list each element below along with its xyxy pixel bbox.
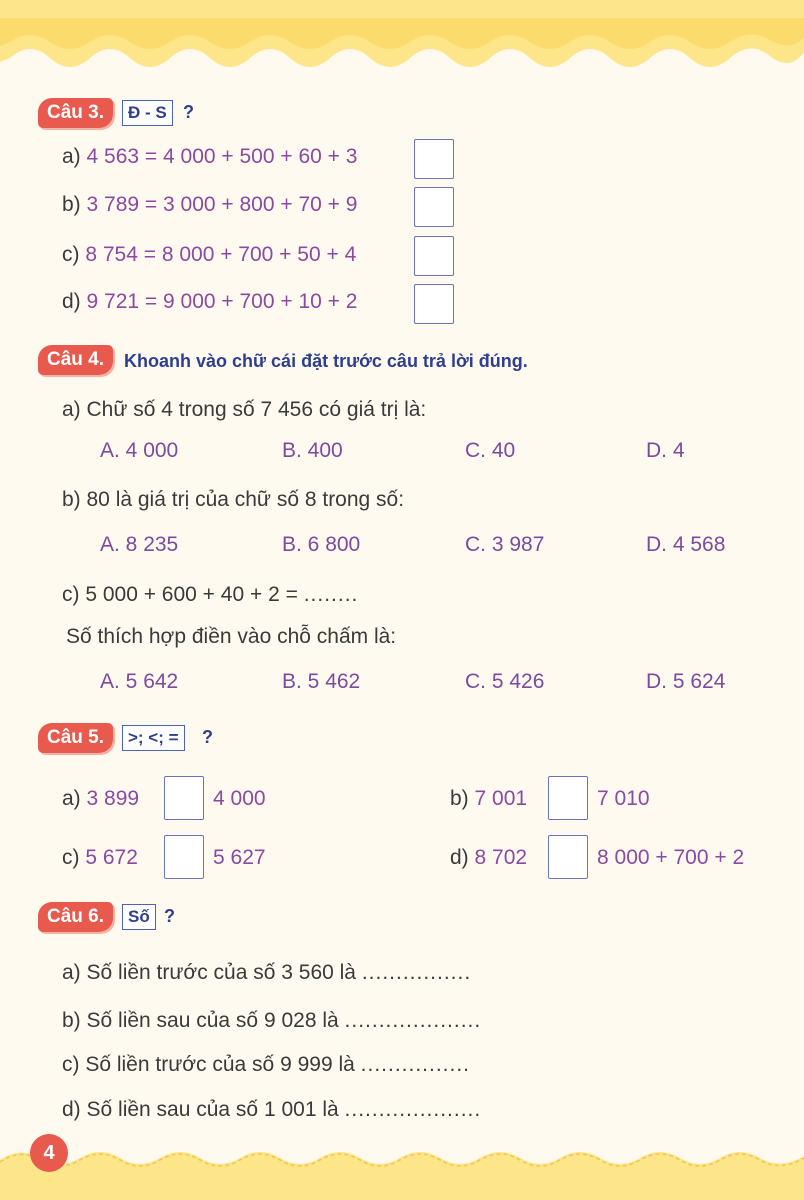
question-5-mark: ? — [202, 727, 213, 747]
q4a-option-b[interactable]: B. 400 — [282, 439, 343, 462]
q6-blank[interactable]: ................ — [361, 961, 472, 984]
q4c-expression: c) 5 000 + 600 + 40 + 2 = — [62, 583, 298, 606]
q5-item-b — [450, 787, 527, 811]
q3-item-a — [62, 145, 357, 169]
q5-left-value: 5 672 — [85, 846, 138, 869]
question-4-badge: Câu 4. — [38, 345, 113, 375]
q3-item-label: a) — [62, 145, 81, 168]
q4c-option-c[interactable]: C. 5 426 — [465, 670, 545, 693]
q3-answer-box-d[interactable] — [414, 284, 454, 324]
q6-item-text: c) Số liền trước của số 9 999 là — [62, 1053, 355, 1076]
q3-item-d — [62, 290, 357, 314]
question-6-mark: ? — [164, 906, 175, 926]
q4a-question: a) Chữ số 4 trong số 7 456 có giá trị là: — [62, 398, 427, 421]
question-3-mark: ? — [183, 102, 194, 122]
q3-item-expr: 8 754 = 8 000 + 700 + 50 + 4 — [85, 243, 357, 266]
q5-compare-box-b[interactable] — [548, 776, 588, 820]
q5-right-c — [213, 846, 266, 870]
q3-item-label: b) — [62, 193, 81, 216]
q3-item-b — [62, 193, 357, 217]
q6-item-text: b) Số liền sau của số 9 028 là — [62, 1009, 339, 1032]
q3-item-label: c) — [62, 243, 80, 266]
q6-item-text: a) Số liền trước của số 3 560 là — [62, 961, 356, 984]
q3-item-label: d) — [62, 290, 81, 313]
question-4-title: Khoanh vào chữ cái đặt trước câu trả lời đúng. — [124, 351, 528, 371]
q4b-question: b) 80 là giá trị của chữ số 8 trong số: — [62, 488, 405, 511]
question-3-badge: Câu 3. — [38, 98, 113, 128]
q6-blank[interactable]: ................ — [360, 1053, 471, 1076]
q5-item-d — [450, 846, 527, 870]
q3-item-expr: 9 721 = 9 000 + 700 + 10 + 2 — [86, 290, 358, 313]
q5-left-value: 7 001 — [474, 787, 528, 810]
q4c-blank: ........ — [303, 583, 359, 606]
q6-item-d — [62, 1098, 481, 1122]
q5-item-label: c) — [62, 846, 80, 869]
q4b-option-d[interactable]: D. 4 568 — [646, 533, 726, 556]
q3-item-expr: 3 789 = 3 000 + 800 + 70 + 9 — [86, 193, 358, 216]
q6-item-text: d) Số liền sau của số 1 001 là — [62, 1098, 339, 1121]
q5-item-label: a) — [62, 787, 81, 810]
q6-item-c — [62, 1053, 470, 1077]
q5-right-value: 5 627 — [213, 846, 266, 869]
q3-item-c — [62, 243, 356, 267]
q6-item-b — [62, 1009, 481, 1033]
q5-item-label: b) — [450, 787, 469, 810]
bottom-wavy-banner — [0, 1138, 804, 1200]
q4a-option-c[interactable]: C. 40 — [465, 439, 516, 462]
question-5-badge: Câu 5. — [38, 723, 113, 753]
q3-answer-box-b[interactable] — [414, 187, 454, 227]
q4b-option-b[interactable]: B. 6 800 — [282, 533, 361, 556]
q4a-option-d[interactable]: D. 4 — [646, 439, 685, 462]
q4b-option-c[interactable]: C. 3 987 — [465, 533, 545, 556]
q5-item-a — [62, 787, 139, 811]
q5-right-value: 4 000 — [213, 787, 266, 810]
q5-right-a — [213, 787, 266, 811]
question-5-tag: >; <; = — [122, 725, 185, 751]
question-6-badge: Câu 6. — [38, 902, 113, 932]
q5-compare-box-c[interactable] — [164, 835, 204, 879]
q4a-option-a[interactable]: A. 4 000 — [100, 439, 179, 462]
q5-item-c — [62, 846, 138, 870]
q5-right-d — [597, 846, 744, 870]
q4c-option-b[interactable]: B. 5 462 — [282, 670, 361, 693]
q4b-option-a[interactable]: A. 8 235 — [100, 533, 179, 556]
q4c-subquestion: Số thích hợp điền vào chỗ chấm là: — [66, 625, 397, 648]
q3-item-expr: 4 563 = 4 000 + 500 + 60 + 3 — [86, 145, 358, 168]
q5-right-value: 7 010 — [597, 787, 650, 810]
q5-left-value: 8 702 — [474, 846, 528, 869]
page-number: 4 — [30, 1134, 68, 1172]
q4c-question — [62, 583, 358, 607]
q5-compare-box-a[interactable] — [164, 776, 204, 820]
q5-right-b — [597, 787, 650, 811]
question-6-tag: Số — [122, 904, 156, 930]
q6-blank[interactable]: .................... — [344, 1098, 482, 1121]
q5-item-label: d) — [450, 846, 469, 869]
q3-answer-box-a[interactable] — [414, 139, 454, 179]
q5-right-value: 8 000 + 700 + 2 — [597, 846, 745, 869]
q4c-option-d[interactable]: D. 5 624 — [646, 670, 726, 693]
q4c-option-a[interactable]: A. 5 642 — [100, 670, 179, 693]
q6-blank[interactable]: .................... — [344, 1009, 482, 1032]
top-wavy-banner — [0, 0, 804, 90]
q5-left-value: 3 899 — [86, 787, 140, 810]
q5-compare-box-d[interactable] — [548, 835, 588, 879]
question-3-tag: Đ - S — [122, 100, 173, 126]
q6-item-a — [62, 961, 471, 985]
q3-answer-box-c[interactable] — [414, 236, 454, 276]
